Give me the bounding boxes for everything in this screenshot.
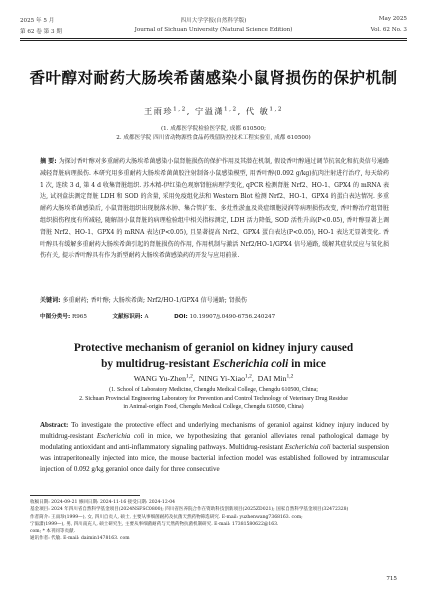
footnotes: [30, 499, 397, 543]
doi-label: DOI:: [174, 314, 188, 320]
authors-english: WANG Yu-Zhen$^{1,2}$, NING Yi-Xiao$^{1,2}$, DAI Min$^{1,2}$: [133, 373, 294, 383]
footnote-funding: 基金项目: 2024 年四川省自然科学基金项目(2024NSFSC0800); 四川省医养院合作在资助科技创新项目(2025ZD021); 国家自然科学基金项目(32472328): [30, 507, 349, 513]
title-english-line2b: in mice: [288, 358, 326, 370]
species-name: Escherichia coli: [96, 432, 145, 440]
header-volume-cn: 第 62 卷 第 3 期: [20, 29, 62, 35]
abstract-english-text: in mice, we hypothesizing that geraniol alleviates renal pathological damage by modulating antioxidant and anti-inflammatory signaling pathways. Multidrug-resistant: [40, 432, 389, 451]
author-affiliation-mark: 1,2: [286, 373, 294, 380]
footnote-author-bio-1: 作者简介: 王雨珍(1999—), 女, 四川自贡人, 硕士, 主要从事细菌耐药及抗菌天然药物筛选研究. E-mail: yuzhenwang7368163. com;: [30, 514, 303, 520]
header-rule-2: [20, 40, 407, 41]
footnote-corresponding: 通讯作者: 代敏. E-mail: daimin1478163. com: [30, 536, 130, 542]
author-affiliation-mark: 1,2: [186, 373, 193, 380]
footnote-author-bio-3: com; * 本刊同等贡献.: [30, 529, 76, 535]
footnote-author-bio-2: 宁溢潇(1999—), 男, 四川南充人, 硕士研究生, 主要从事细菌耐药与天然药物抗菌机制研究. E-mail: 17381580622@163.: [30, 521, 279, 527]
clc-value: R965: [72, 314, 87, 320]
clc-label: 中图分类号:: [40, 314, 71, 320]
title-english: [30, 340, 397, 372]
author-affiliation-mark: 1,2: [269, 106, 283, 113]
keywords-chinese: [40, 295, 389, 306]
author-name-en: NING Yi-Xiao: [198, 374, 245, 383]
footnote-dates: 收稿日期: 2024-09-21 修回日期: 2024-11-16 接受日期: 2024-12-04: [30, 500, 176, 505]
doc-code-label: 文献标识码:: [112, 314, 143, 320]
title-chinese: 香叶醇对耐药大肠埃希菌感染小鼠肾损伤的保护机制: [29, 69, 398, 87]
affiliation-chinese-1: (1. 成都医学院检验医学院, 成都 610500;: [161, 126, 266, 132]
footnote-rule: [30, 495, 140, 496]
doc-code-value: A: [144, 314, 149, 320]
author-name-en: DAI Min: [257, 374, 287, 383]
keywords-label: 关键词:: [40, 297, 61, 304]
page-number: 715: [386, 576, 397, 582]
abstract-label: 摘 要:: [40, 158, 57, 165]
header-date-cn: 2025 年 5 月: [20, 18, 55, 24]
affiliation-english: [60, 386, 367, 412]
header-volume-en: Vol. 62 No. 3: [370, 27, 407, 33]
affiliation-english-3: in Animal-origin Food, Chengdu Medical College, Chengdu 610500, China): [123, 404, 304, 411]
header-rule: [20, 38, 407, 39]
abstract-english-text: bacterial suspension was intraperitoneally injected into mice, the mouse bacterial infection model was established followed by intramuscular injection of 0.092 g/kg geraniol once daily for three consecutive: [40, 443, 389, 473]
abstract-english-label: Abstract:: [40, 421, 69, 429]
author-affiliation-mark: 1,2: [224, 106, 238, 113]
doi-value: 10.19907/j.0490-6756.240247: [189, 314, 276, 320]
author-name: 王雨珍: [144, 106, 174, 116]
author-affiliation-mark: 1,2: [173, 106, 187, 113]
title-english-line2a: by multidrug-resistant: [101, 358, 213, 370]
classification-line: [40, 312, 275, 320]
affiliation-english-2: 2. Sichuan Provincial Engineering Laboratory for Prevention and Control Technology of Veterinary Drug Residue: [79, 395, 348, 402]
authors-chinese: 王雨珍$^{1,2}$, 宁溢潇$^{1,2}$, 代 敏$^{1,2}$: [144, 106, 283, 116]
author-name: 代 敏: [245, 106, 270, 116]
author-affiliation-mark: 1,2: [244, 373, 252, 380]
abstract-english-text: To investigate the protective effect and underlying mechanisms of geraniol against kidney injury induced by multidrug-resistant: [40, 421, 390, 440]
author-name-en: WANG Yu-Zhen: [133, 374, 187, 383]
abstract-chinese: [40, 156, 389, 262]
title-english-species: Escherichia coli: [212, 358, 289, 370]
abstract-text: 为探讨香叶醇对多重耐药大肠埃希菌感染小鼠肾脏损伤的保护作用及其潜在机制, 假设香叶醇通过调节抗氧化和抗炎信号通路减轻肾脏病理损伤. 本研究用多重耐药大肠埃希菌菌胶注射制备小鼠感染模型, 用香叶醇(0.092 g/kg)抗肉注射进行治疗, 每天给药 1 次, 连续 3 d, 第 4 d 收集肾脏组织. 苏木精-伊红染色观察肾脏病理学变化, qPCR 检测肾脏 Nrf2、HO-1、GPX4 的 mRNA 表达, 试剂盒法测定肾脏 LDH 和 SOD 的含量, 采用免疫组化法和 Western Blot 检测 Nrf2、HO-1、GPX4 的蛋白表达情况. 多重耐药大肠埃希菌感染后, 小鼠肾脏组织出现脱落水肿、集合管扩张、多灶性淤血及炎症细胞浸润等病理损伤改变, 香叶醇治疗组肾脏组织损伤程度有所减轻, 随解剖小鼠肾脏的病理检验组中相关指标测定, LDH 活力降低, SOD 活性升高(P<0.05), 香叶醇显著上调肾脏 Nrf2、HO-1、GPX4 的 mRNA 表达(P<0.05), 且显著提高 Nrf2、GPX4 蛋白表达(P<0.05), HO-1 表达无显著变化. 香叶醇具有缓解多重耐药大肠埃希菌引起的肾脏损伤的作用, 作用机制与激活 Nrf2/HO-1/GPX4 信号通路, 缓解其症状反应与氧化损伤有关, 提示香叶醇具有作为新型耐药大肠埃希菌感染药的开发与应用前景.: [40, 158, 389, 260]
affiliation-chinese-2: 2. 成都医学院 四川省动物源性食品药残留防控技术工程实验室, 成都 610500): [116, 135, 311, 141]
species-name: Escherichia coli: [284, 443, 331, 451]
header-journal-cn: 四川大学学报(自然科学版): [180, 18, 247, 24]
header-date-en: May 2025: [378, 16, 407, 22]
header-journal-en: Journal of Sichuan University (Natural Science Edition): [134, 27, 293, 33]
title-english-line1: Protective mechanism of geraniol on kidney injury caused: [73, 342, 354, 354]
author-name: 宁溢潇: [194, 106, 225, 116]
keywords-text: 多重耐药; 香叶醇; 大肠埃希菌; Nrf2/HO-1/GPX4 信号通路; 肾损伤: [62, 297, 247, 304]
abstract-english: [40, 420, 389, 475]
affiliation-english-1: (1. School of Laboratory Medicine, Chengdu Medical College, Chengdu 610500, China;: [109, 387, 318, 393]
